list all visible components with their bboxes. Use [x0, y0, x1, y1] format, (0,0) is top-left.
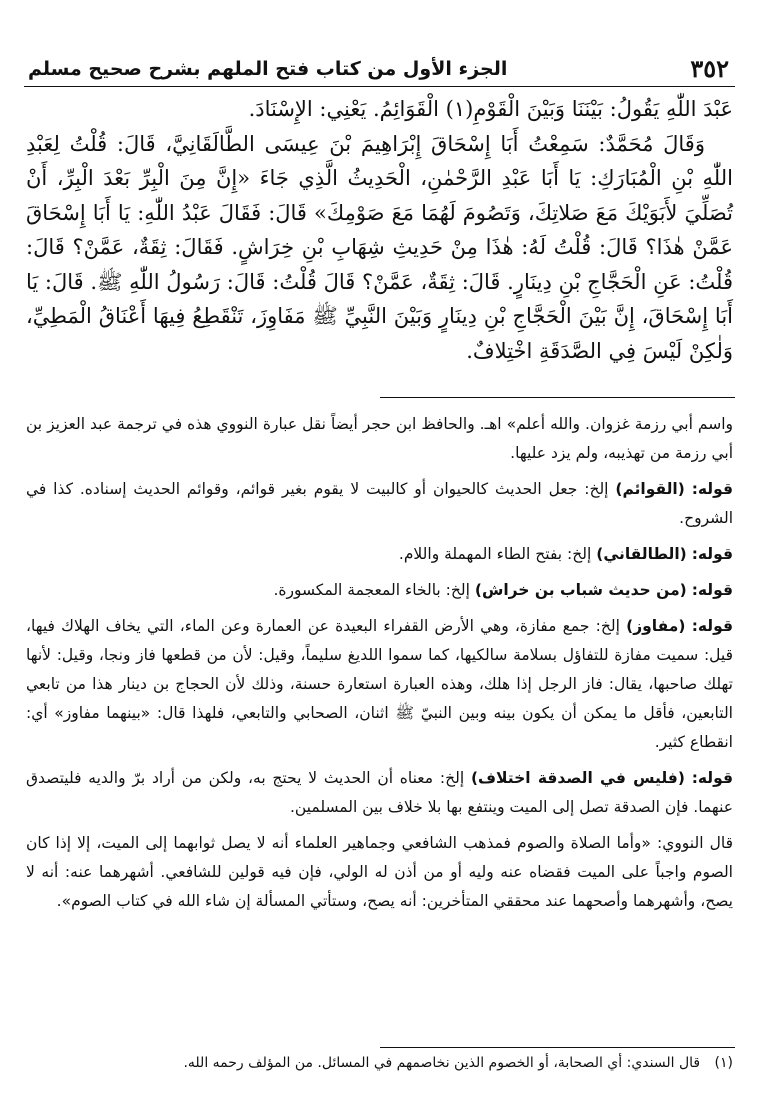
- commentary-term: (الطالقاني): [596, 545, 687, 563]
- commentary-paragraph: [26, 475, 733, 533]
- footnote-marker: (١): [714, 1055, 733, 1071]
- running-title: الجزء الأول من كتاب فتح الملهم بشرح صحيح مسلم: [28, 58, 508, 80]
- commentary-text: إلخ: معناه أن الحديث لا يحتج به، ولكن من أراد برّ والديه فليتصدق عنهما. فإن الصدقة تصل إلى الميت وينتفع بها بلا خلاف بين المسلمين.: [26, 769, 733, 816]
- footnote-text: قال السندي: أي الصحابة، أو الخصوم الذين نخاصمهم في المسائل. من المؤلف رحمه الله.: [183, 1055, 701, 1071]
- commentary-section: [26, 410, 733, 923]
- commentary-divider: [380, 397, 735, 398]
- commentary-text: إلخ: جعل الحديث كالحيوان أو كالبيت لا يقوم بغير قوائم، وقوائم الحديث إسناده. كذا في الشروح.: [26, 480, 733, 527]
- commentary-lead: قوله:: [691, 480, 733, 498]
- commentary-term: (من حديث شباب بن خراش): [474, 581, 687, 599]
- footnote: [26, 1052, 733, 1074]
- header-rule: [24, 86, 735, 87]
- commentary-paragraph: [26, 764, 733, 822]
- commentary-text: إلخ: بالخاء المعجمة المكسورة.: [273, 581, 470, 599]
- hadith-paragraph: وَقَالَ مُحَمَّدٌ: سَمِعْتُ أَبَا إِسْحَاقَ إِبْرَاهِيمَ بْنَ عِيسَى الطَّالَقَانِيَّ، قَالَ: قُلْتُ لِعَبْدِ اللّٰهِ بْنِ الْمُبَارَكِ: يَا أَبَا عَبْدِ الرَّحْمٰنِ، الْحَدِيثُ الَّذِي جَاءَ «إِنَّ مِنَ الْبِرِّ بَعْدَ الْبِرِّ، أَنْ تُصَلِّيَ لأَبَوَيْكَ مَعَ صَلاتِكَ، وَتَصُومَ لَهُمَا مَعَ صَوْمِكَ» قَالَ: فَقَالَ عَبْدُ اللّٰهِ: يَا أَبَا إِسْحَاقَ عَمَّنْ هٰذَا؟ قَالَ: قُلْتُ لَهُ: هٰذَا مِنْ حَدِيثِ شِهَابِ بْنِ خِرَاشٍ. فَقَالَ: ثِقَةٌ، عَمَّنْ؟ قَالَ: قُلْتُ: عَنِ الْحَجَّاجِ بْنِ دِينَارٍ. قَالَ: ثِقَةٌ، عَمَّنْ؟ قَالَ قُلْتُ: قَالَ: رَسُولُ اللّٰهِ ﷺ. قَالَ: يَا أَبَا إِسْحَاقَ، إِنَّ بَيْنَ الْحَجَّاجِ بْنِ دِينَارٍ وَبَيْنَ النَّبِيِّ ﷺ مَفَاوِزَ، تَنْقَطِعُ فِيهَا أَعْنَاقُ الْمَطِيِّ، وَلٰكِنْ لَيْسَ فِي الصَّدَقَةِ اخْتِلافٌ.: [26, 131, 734, 363]
- page-header: [24, 52, 735, 86]
- hadith-paragraph: عَبْدَ اللّٰهِ يَقُولُ: بَيْنَنَا وَبَيْنَ الْقَوْمِ(١) الْقَوَائِمُ. يَعْنِي: الإِسْنَادَ.: [248, 97, 733, 121]
- commentary-text: إلخ: جمع مفازة، وهي الأرض القفراء البعيدة عن العمارة وعن الماء، التي يخاف الهلاك فيها، قيل: سميت مفازة للتفاؤل بسلامة سالكيها، كما سموا اللديغ سليماً، وقيل: لأن من قطعها فاز ونجا، وقيل: لأنها تهلك صاحبها، يقال: فاز الرجل إذا هلك، وهذه العبارة استعارة حسنة، وذلك لأن الحجاج بن دينار هذا من تابعي التابعين، فأقل ما يمكن أن يكون بينه وبين النبيّ ﷺ اثنان، الصحابي والتابعي، فلهذا قال: «بينهما مفاوز» أي: انقطاع كثير.: [26, 617, 733, 751]
- commentary-term: (مفاوز): [626, 617, 686, 635]
- commentary-paragraph: [26, 410, 733, 468]
- commentary-term: (فليس في الصدقة اختلاف): [470, 769, 685, 787]
- commentary-paragraph: [26, 576, 733, 605]
- page-number: ٣٥٢: [690, 54, 729, 83]
- commentary-lead: قوله:: [691, 617, 733, 635]
- commentary-term: (القوائم): [615, 480, 685, 498]
- commentary-text: إلخ: بفتح الطاء المهملة واللام.: [398, 545, 592, 563]
- commentary-text: قال النووي: «وأما الصلاة والصوم فمذهب الشافعي وجماهير العلماء أنه لا يصل ثوابهما إلى الميت، إلا إذا كان الصوم واجباً على الميت فقضاه عنه وليه أو من أذن له الولي، فإن فيه قولين للشافعي. أشهرهما عنه: أنه لا يصح، وأشهرهما وأصحهما عند محققي المتأخرين: أنه يصح، وستأتي المسألة إن شاء الله في كتاب الصوم».: [26, 834, 733, 910]
- commentary-paragraph: [26, 540, 733, 569]
- commentary-lead: قوله:: [691, 581, 733, 599]
- commentary-text: واسم أبي رزمة غزوان. والله أعلم» اهـ. والحافظ ابن حجر أيضاً نقل عبارة النووي هذه في ترجمة عبد العزيز بن أبي رزمة من تهذيبه، ولم يزد عليها.: [26, 415, 733, 462]
- footnote-divider: [380, 1047, 735, 1048]
- commentary-lead: قوله:: [691, 545, 733, 563]
- commentary-paragraph: [26, 829, 733, 916]
- commentary-paragraph: [26, 612, 733, 757]
- hadith-text: [26, 92, 733, 368]
- commentary-lead: قوله:: [691, 769, 733, 787]
